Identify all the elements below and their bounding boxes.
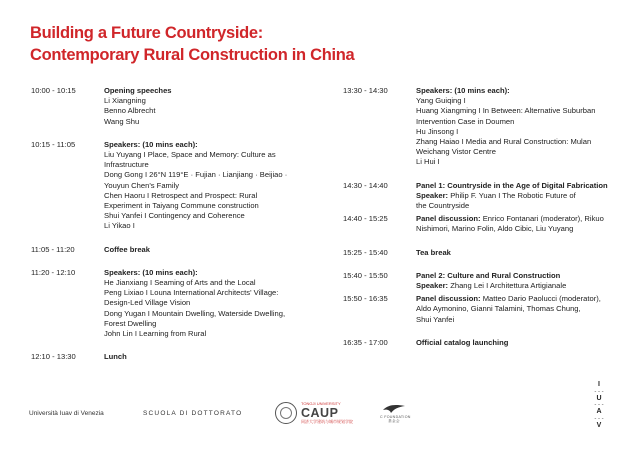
time-slot: 11:05 - 11:20	[31, 244, 75, 254]
panel-discussion-text: Matteo Dario Paolucci (moderator),	[480, 294, 601, 304]
schedule-item	[31, 352, 321, 362]
time-slot: 11:20 - 12:10	[31, 267, 76, 277]
item-line: Intervention Case in Doumen	[416, 116, 515, 126]
speaker-text: Zhang Lei I Architettura Artigianale	[448, 281, 567, 291]
schedule-item	[343, 271, 633, 291]
panel-discussion-label: Panel discussion:	[416, 214, 481, 224]
time-slot: 14:30 - 14:40	[343, 180, 388, 190]
item-line: Dong Yugan I Mountain Dwelling, Waterside Dwelling,	[104, 308, 286, 318]
item-line: Weichang Vistor Centre	[416, 147, 496, 157]
item-heading: Lunch	[104, 352, 127, 362]
item-line: Chen Haoru I Retrospect and Prospect: Rural	[104, 190, 258, 200]
schedule-item	[31, 245, 321, 255]
time-slot: 14:40 - 15:25	[343, 214, 388, 224]
title-line-2: Contemporary Rural Construction in China	[30, 46, 355, 64]
schedule-item	[343, 248, 633, 258]
c-foundation-sub: 基金会	[388, 419, 400, 423]
item-line: Dong Gong I 26°N 119°E · Fujian · Lianjiang · Beijiao ·	[104, 170, 288, 180]
time-slot: 10:15 - 11:05	[31, 139, 76, 149]
panel-discussion-label: Panel discussion:	[416, 294, 481, 304]
time-slot: 15:25 - 15:40	[343, 247, 388, 257]
schedule-item	[31, 140, 321, 232]
item-line: Zhang Haiao I Media and Rural Construction: Mulan	[416, 137, 592, 147]
time-slot: 13:30 - 14:30	[343, 86, 388, 95]
item-line: Nishimori, Marino Folin, Aldo Cibic, Liu Yuyang	[416, 224, 574, 234]
item-line: Design-Led Village Vision	[104, 298, 191, 308]
item-line: Liu Yuyang I Place, Space and Memory: Culture as	[104, 150, 276, 160]
item-heading: Speakers: (10 mins each):	[416, 86, 510, 95]
iuav-letter-u: U	[596, 394, 602, 402]
item-line: Yang Guiqing I	[416, 96, 466, 106]
c-foundation-label: C FOUNDATION	[380, 415, 411, 419]
panel-discussion-text: Enrico Fontanari (moderator), Rikuo	[480, 214, 604, 224]
caup-subtitle: 同济大学建筑与城市规划学院	[301, 419, 353, 424]
item-line: Li Hui I	[416, 157, 440, 167]
c-foundation-logo	[380, 403, 411, 424]
item-line: Youyun Chen's Family	[104, 180, 180, 190]
iuav-university-logo: Università Iuav di Venezia	[29, 410, 104, 417]
time-slot: 15:50 - 16:35	[343, 294, 388, 304]
divider: - - -	[594, 402, 604, 408]
item-line: Hu Jinsong I	[416, 126, 459, 136]
divider: - - -	[594, 415, 604, 422]
iuav-vertical-logo	[593, 380, 605, 431]
iuav-letter-a: A	[596, 408, 602, 415]
scuola-dottorato-logo: SCUOLA DI DOTTORATO	[143, 410, 243, 417]
schedule-left-column	[31, 86, 321, 362]
item-heading: Official catalog launching	[416, 337, 509, 347]
schedule-item	[343, 294, 633, 325]
time-slot: 10:00 - 10:15	[31, 86, 76, 95]
schedule-item	[31, 268, 321, 339]
schedule-item	[343, 181, 633, 212]
item-line: Shui Yanfei I Contingency and Coherence	[104, 211, 245, 221]
item-heading: Tea break	[416, 247, 451, 257]
item-heading: Opening speeches	[104, 86, 172, 95]
item-line: Shui Yanfei	[416, 314, 455, 324]
schedule-right-column	[343, 86, 633, 348]
caup-wordmark: CAUP	[301, 406, 339, 420]
item-line: He Jianxiang I Seaming of Arts and the Local	[104, 278, 256, 288]
speaker-label: Speaker:	[416, 190, 449, 200]
caup-top-label: TONGJI UNIVERSITY	[301, 401, 341, 406]
schedule-item	[343, 214, 633, 234]
iuav-letter-i: I	[598, 381, 600, 388]
speaker-label: Speaker:	[416, 281, 449, 291]
c-foundation-bird-icon	[382, 403, 406, 415]
item-line: Experiment in Taiyang Commune construction	[104, 201, 259, 211]
schedule-item	[343, 338, 633, 348]
schedule-item	[343, 86, 633, 168]
item-line: Forest Dwelling	[104, 318, 157, 328]
item-line: Li Xiangning	[104, 96, 146, 106]
item-heading: Panel 2: Culture and Rural Construction	[416, 270, 561, 280]
item-line: the Countryside	[416, 201, 470, 211]
item-heading: Speakers: (10 mins each):	[104, 139, 198, 149]
item-line: John Lin I Learning from Rural	[104, 329, 207, 339]
item-line: Huang Xiangming I In Between: Alternative Suburban	[416, 106, 596, 116]
item-heading: Panel 1: Countryside in the Age of Digital Fabrication	[416, 180, 608, 190]
schedule-item	[31, 86, 321, 127]
item-line: Li Yikao I	[104, 221, 135, 231]
iuav-letter-v: V	[596, 421, 602, 429]
item-line: Aldo Aymonino, Gianni Talamini, Thomas Chung,	[416, 304, 581, 314]
divider: - - -	[594, 388, 604, 395]
page-title	[30, 22, 354, 66]
item-line: Infrastructure	[104, 160, 149, 170]
item-heading: Speakers: (10 mins each):	[104, 267, 198, 277]
title-line-1: Building a Future Countryside:	[30, 24, 263, 42]
time-slot: 12:10 - 13:30	[31, 352, 76, 362]
item-line: Wang Shu	[104, 116, 140, 126]
item-heading: Coffee break	[104, 244, 151, 254]
time-slot: 15:40 - 15:50	[343, 270, 388, 280]
speaker-text: Philip F. Yuan I The Robotic Future of	[448, 190, 576, 200]
item-line: Peng Lixiao I Louna International Architects' Village:	[104, 288, 279, 298]
item-line: Benno Albrecht	[104, 106, 156, 116]
time-slot: 16:35 - 17:00	[343, 337, 388, 347]
tongji-seal-icon	[275, 402, 297, 424]
caup-logo	[275, 401, 353, 425]
